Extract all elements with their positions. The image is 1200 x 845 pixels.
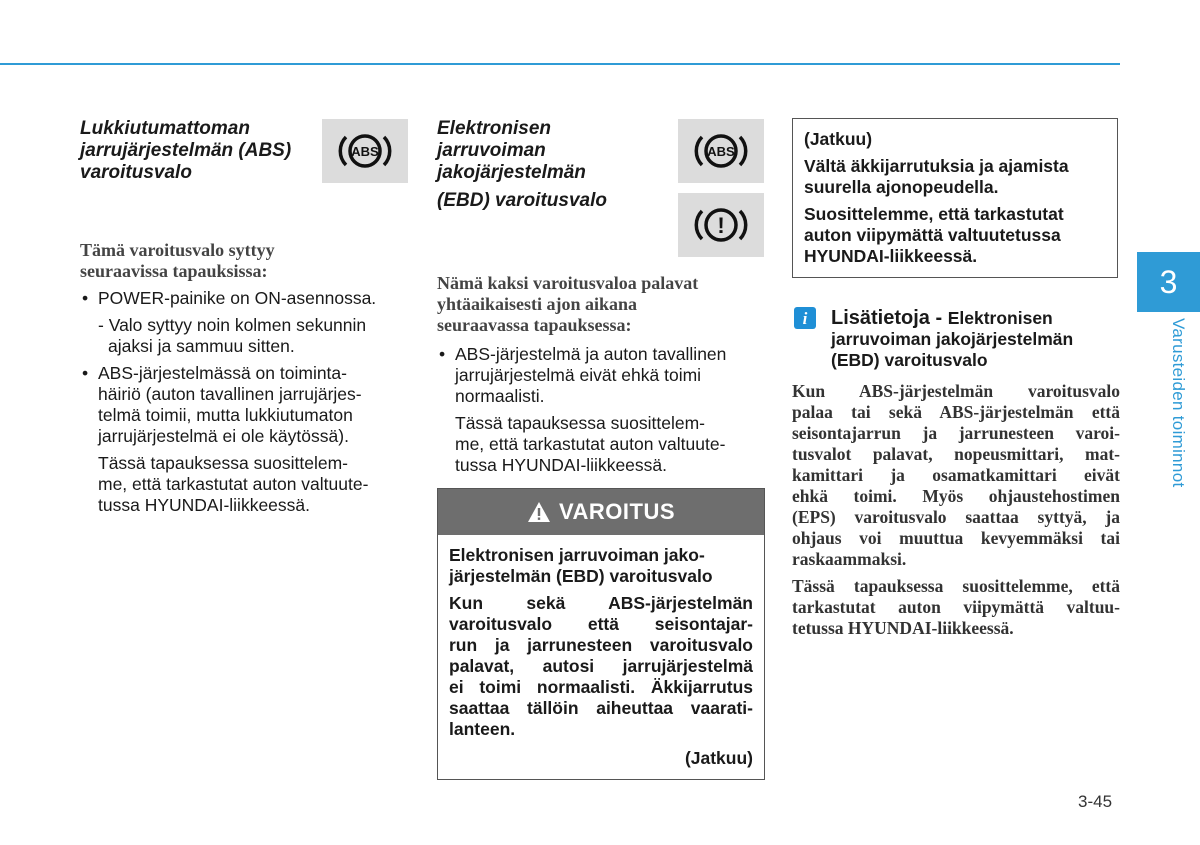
warning-body: Elektronisen jarruvoiman jako- järjestelmän (EBD) varoitusvalo Kun sekä ABS-järjestelmän varoitusvalo että seisontajar- run ja jarrunesteen varoitusvalo palavat, autosi jarrujärjestelmä ei toimi normaalisti. Äkkijarrutus saattaa tällöin aiheuttaa vaarati- lanteen. (Jatkuu) (449, 545, 753, 768)
abs-warning-icon-2 (678, 119, 764, 183)
warning-title: VAROITUS (558, 499, 676, 524)
top-rule (0, 63, 1120, 65)
note-p1: Vältä äkkijarrutuksia ja ajamista suurella ajonopeudella. (804, 156, 1069, 197)
abs-bullet-1: • POWER-painike on ON-asennossa. (82, 288, 377, 308)
svg-text:!: ! (717, 213, 725, 238)
brake-warning-icon (678, 193, 764, 257)
ebd-intro (437, 273, 765, 336)
warning-text: Kun sekä ABS-järjestelmän varoitusvalo että seisontajar- run ja jarrunesteen varoitusvalo palavat, autosi jarrujärjestelmä ei toimi normaalisti. Äkkijarrutus saattaa tällöin aiheuttaa vaarati- (449, 593, 753, 718)
warning-triangle-icon (527, 501, 551, 523)
abs-bullet-2-note: Tässä tapauksessa suosittelem- me, että tarkastutat auton valtuute- tussa HYUNDAI-liikkeessä. (98, 453, 369, 515)
abs-intro-text: Tämä varoitusvalo syttyy seuraavissa tapauksissa: (80, 240, 275, 281)
ebd-intro-text: Nämä kaksi varoitusvaloa palavat yhtäaikaisesti ajon aikana seuraavassa tapauksessa: (437, 273, 699, 335)
info-p2: Tässä tapauksessa suosittelemme, että tarkastutat auton viipymättä valtuu- tetussa HYUNDAI-liikkeessä. (792, 576, 1120, 638)
abs-intro (80, 240, 410, 282)
chapter-title: Varusteiden toiminnot (1169, 318, 1188, 488)
ebd-bullet-1: • ABS-järjestelmä ja auton tavallinen jarrujärjestelmä eivät ehkä toimi normaalisti. (439, 344, 727, 406)
ebd-bullets (437, 344, 765, 476)
svg-text:ABS: ABS (707, 144, 735, 159)
info-icon: i (794, 307, 816, 329)
warning-header (438, 489, 764, 535)
abs-bullet-2: • ABS-järjestelmässä on toiminta- häiriö (auton tavallinen jarrujärjes- telmä toimii, mutta lukkiutumaton jarrujärjestelmä ei ole käytössä). (82, 363, 362, 446)
page-number: 3-45 (1078, 792, 1113, 811)
warning-box (437, 488, 765, 780)
warning-continued: (Jatkuu) (684, 748, 753, 768)
chapter-tab: 3 (1137, 252, 1200, 312)
svg-text:ABS: ABS (351, 144, 379, 159)
note-continued: (Jatkuu) (804, 129, 873, 149)
warning-subtitle: Elektronisen jarruvoiman jako- järjestelmän (EBD) varoitusvalo (449, 545, 713, 586)
ebd-bullet-1-note: Tässä tapauksessa suosittelem- me, että tarkastutat auton valtuute- tussa HYUNDAI-liikkeessä. (455, 413, 726, 475)
info-p1: Kun ABS-järjestelmän varoitusvalo palaa tai sekä ABS-järjestelmän että seisontajarrun ja jarrunesteen varoi- tusvalot palavat, nopeusmittari, mat- kamittari ja osamatkamittari eivät ehkä toimi. Myös ohjaustehostimen (EPS) varoitusvalo saattaa syttyä, ja ohjaus voi muuttua kevyemmäksi tai raskaammaksi. (792, 381, 1120, 569)
abs-heading: Lukkiutumattoman jarrujärjestelmän (ABS) varoitusvalo (80, 118, 292, 183)
abs-bullets (80, 288, 410, 516)
info-block (792, 308, 1120, 639)
abs-bullet-1-sub: - Valo syttyy noin kolmen sekunnin ajaksi ja sammuu sitten. (98, 315, 367, 356)
note-box (792, 118, 1118, 278)
note-p2: Suosittelemme, että tarkastutat auton viipymättä valtuutetussa HYUNDAI-liikkeessä. (804, 204, 1064, 266)
info-title: i Lisätietoja - Elektronisen jarruvoiman jakojärjestelmän (EBD) varoitusvalo (792, 308, 1120, 371)
abs-warning-icon (322, 119, 408, 183)
ebd-heading: Elektronisen jarruvoiman jakojärjestelmän (EBD) varoitusvalo (437, 118, 607, 211)
